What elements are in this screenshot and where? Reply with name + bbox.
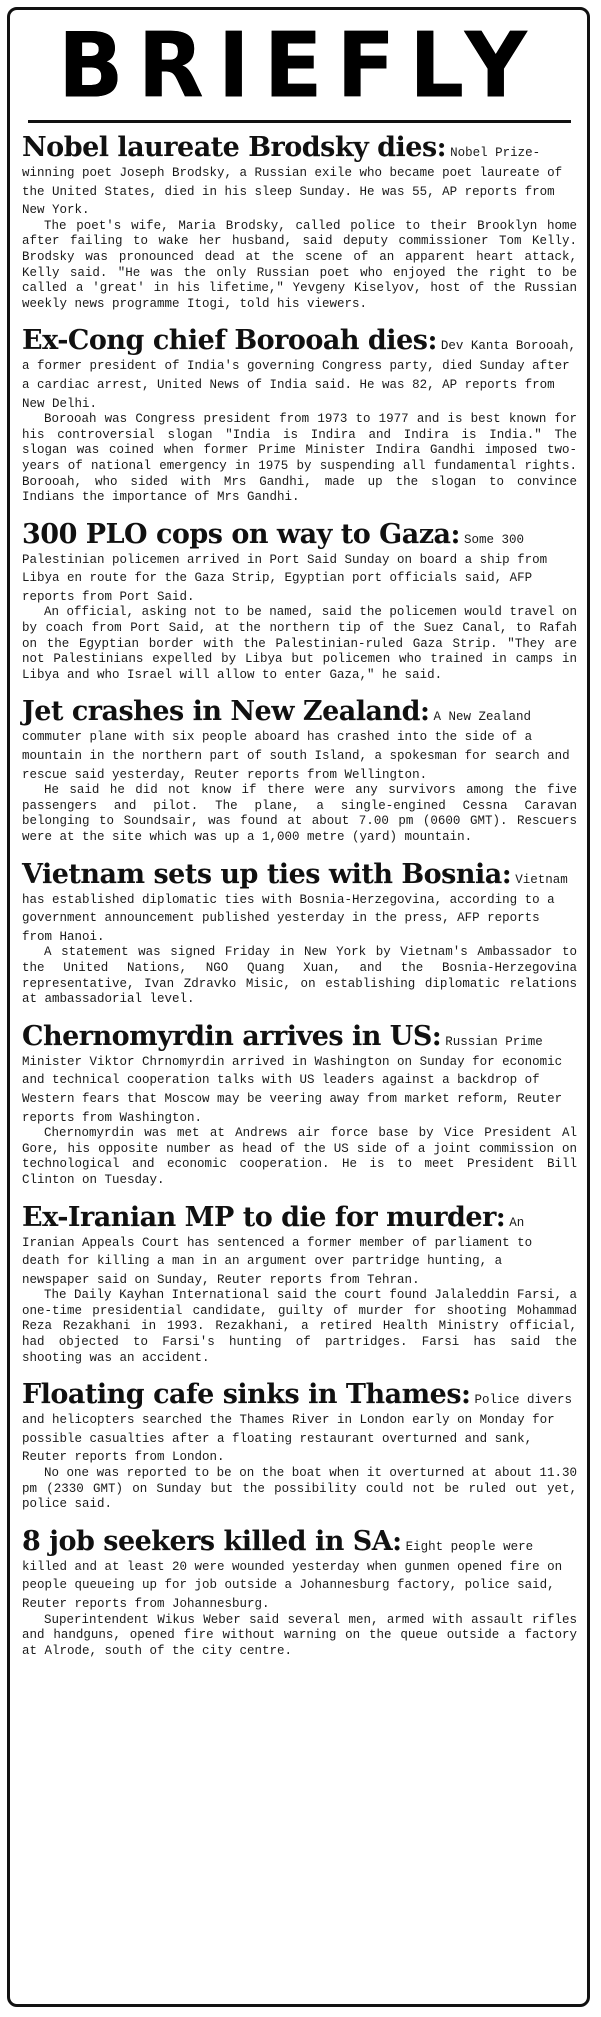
story-thames-cafe <box>22 1380 577 1513</box>
story-headline: 300 PLO cops on way to Gaza: <box>22 518 460 550</box>
story-headline: Vietnam sets up ties with Bosnia: <box>22 858 512 890</box>
story-job-seekers <box>22 1527 577 1660</box>
story-chernomyrdin <box>22 1022 577 1189</box>
story-brodsky <box>22 133 577 312</box>
story-lead: Eight people were killed and at least 20 were wounded yesterday when gunmen opened fire on people queueing up for job outside a Johannesburg factory, police said, Reuter reports from Johannesburg. <box>22 1539 563 1611</box>
story-paragraph: The Daily Kayhan International said the court found Jalaleddin Farsi, a one-time presidential candidate, guilty of murder for shooting Mohammad Reza Rezakhani in 1993. Rezakhani, a retired Health Ministry official, had objected to Farsi's hunting of partridges. Farsi has said the shooting was an accident. <box>22 1288 577 1365</box>
story-paragraph: Borooah was Congress president from 1973 to 1977 and is best known for his controversial slogan "India is Indira and Indira is India." The slogan was coined when former Prime Minister Indira Gandhi imposed two-years of national emergency in 1975 by suspending all fundamental rights. Borooah, who sided with Mrs Gandhi, made up the slogan to convince Indians the importance of Mrs Gandhi. <box>22 412 577 505</box>
briefly-panel <box>7 7 590 2007</box>
story-lead: Russian Prime Minister Viktor Chrnomyrdin arrived in Washington on Sunday for economic and technical cooperation talks with US leaders against a backdrop of Western fears that Moscow may be veering away from market reform, Reuter reports from Washington. <box>22 1034 563 1125</box>
story-plo-cops <box>22 520 577 684</box>
story-paragraph: No one was reported to be on the boat when it overturned at about 11.30 pm (2330 GMT) on Sunday but the possibility could not be ruled out yet, police said. <box>22 1466 577 1512</box>
masthead-rule <box>28 120 571 123</box>
story-headline: Chernomyrdin arrives in US: <box>22 1020 442 1052</box>
story-lead: Police divers and helicopters searched the Thames River in London early on Monday for possible casualties after a floating restaurant overturned and sank, Reuter reports from London. <box>22 1393 573 1465</box>
story-lead: Some 300 Palestinian policemen arrived in Port Said Sunday on board a ship from Libya en route for the Gaza Strip, Egyptian port officials said, AFP reports from Port Said. <box>22 532 548 604</box>
story-lead: A New Zealand commuter plane with six people aboard has crashed into the side of a mountain in the northern part of south Island, a spokesman for search and rescue said yesterday, Reuter reports from Wellington. <box>22 710 570 782</box>
masthead <box>22 13 577 119</box>
story-paragraph: He said he did not know if there were any survivors among the five passengers and pilot. The plane, a single-engined Cessna Caravan belonging to Soundsair, was found at about 7.00 pm (0600 GMT). Rescuers were at the site which was up a 1,000 metre (yard) mountain. <box>22 783 577 844</box>
masthead-title: BRIEFLY <box>58 13 541 119</box>
story-lead: An Iranian Appeals Court has sentenced a former member of parliament to death for killing a man in an argument over partridge hunting, a newspaper said on Sunday, Reuter reports from Tehran. <box>22 1215 533 1287</box>
story-paragraph: Chernomyrdin was met at Andrews air force base by Vice President Al Gore, his opposite number as head of the US side of a joint commission on technological and economic cooperation. He is to meet President Bill Clinton on Tuesday. <box>22 1126 577 1187</box>
story-headline: Floating cafe sinks in Thames: <box>22 1379 471 1411</box>
story-headline: Jet crashes in New Zealand: <box>22 696 430 728</box>
story-jet-crash <box>22 697 577 845</box>
story-borooah <box>22 326 577 505</box>
story-lead: Vietnam has established diplomatic ties with Bosnia-Herzegovina, according to a government announcement published yesterday in the press, AFP reports from Hanoi. <box>22 872 568 944</box>
story-headline: Ex-Iranian MP to die for murder: <box>22 1201 506 1233</box>
story-paragraph: An official, asking not to be named, said the policemen would travel on by coach from Port Said, at the northern tip of the Suez Canal, to Rafah on the Egyptian border with the Palestinian-ruled Gaza Strip. "They are not Palestinians expelled by Libya but policemen who trained in camps in Libya and who Israel will allow to enter Gaza," he said. <box>22 605 577 682</box>
story-headline: 8 job seekers killed in SA: <box>22 1525 402 1557</box>
story-paragraph: The poet's wife, Maria Brodsky, called police to their Brooklyn home after failing to wake her husband, said deputy commissioner Tom Kelly. Brodsky was pronounced dead at the scene of an apparent heart attack, Kelly said. "He was the only Russian poet who enjoyed the right to be called a 'great' in his lifetime," Yevgeny Kiselyov, host of the Russian weekly news programme Itogi, told his viewers. <box>22 218 577 311</box>
story-lead: Dev Kanta Borooah, a former president of India's governing Congress party, died Sunday after a cardiac arrest, United News of India said. He was 82, AP reports from New Delhi. <box>22 339 576 411</box>
story-lead: Nobel Prize-winning poet Joseph Brodsky, a Russian exile who became poet laureate of the United States, died in his sleep Sunday. He was 55, AP reports from New York. <box>22 146 563 218</box>
story-headline: Nobel laureate Brodsky dies: <box>22 132 447 163</box>
story-vietnam-bosnia <box>22 860 577 1008</box>
story-paragraph: Superintendent Wikus Weber said several men, armed with assault rifles and handguns, opened fire without warning on the queue outside a factory at Alrode, south of the city centre. <box>22 1612 577 1658</box>
story-paragraph: A statement was signed Friday in New York by Vietnam's Ambassador to the United Nations, NGO Quang Xuan, and the Bosnia-Herzegovina representative, Ivan Zdravko Misic, on establishing diplomatic relations at ambassadorial level. <box>22 945 577 1007</box>
story-headline: Ex-Cong chief Borooah dies: <box>22 325 437 357</box>
story-iranian-mp <box>22 1203 577 1367</box>
